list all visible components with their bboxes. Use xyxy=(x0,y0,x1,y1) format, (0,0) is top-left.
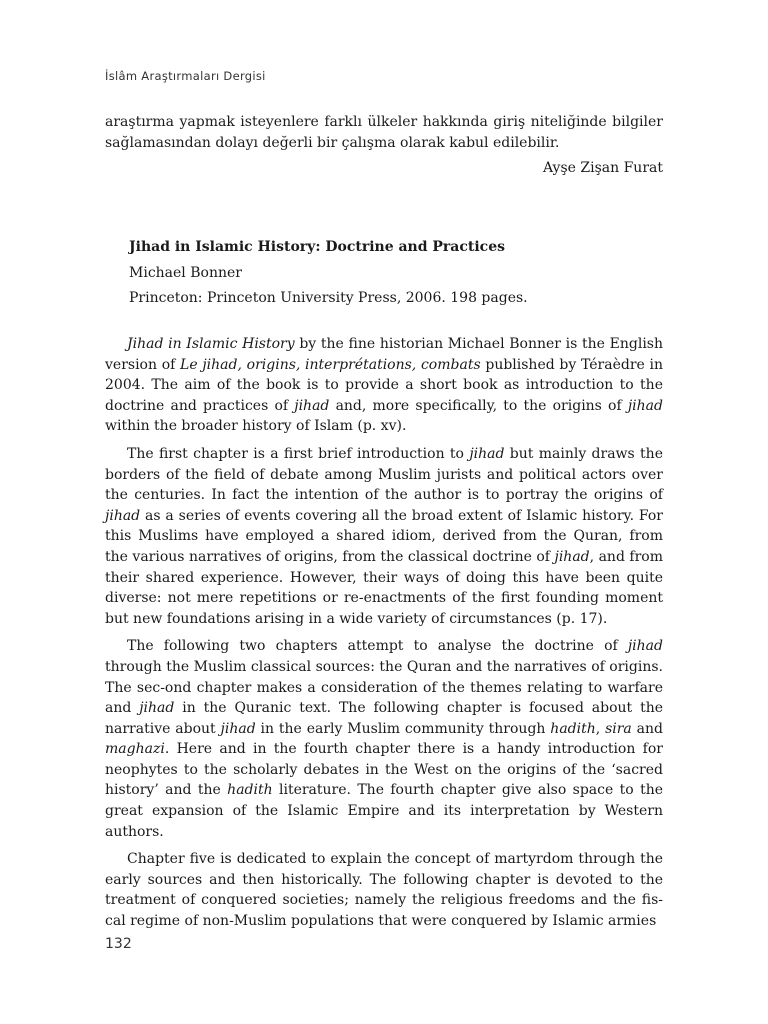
body-paragraph xyxy=(105,849,663,931)
previous-review-paragraph: araştırma yapmak isteyenlere farklı ülkeler hakkında giriş niteliğinde bilgiler sağlamasından dolayı değerli bir çalışma olarak kabul edilebilir. xyxy=(105,114,663,151)
text-run: The first chapter is a first brief introduction to xyxy=(127,445,470,462)
page-number: 132 xyxy=(105,936,132,952)
text-run: . Here and in the fourth chapter there is a handy introduction for neophytes to the scholarly debates in the West on the origins of the ‘sacred history’ and the xyxy=(105,741,663,799)
text-run: , and from their shared experience. However, their ways of doing this have been quite diverse: not mere repetitions or re-enactments of the first founding moment but new foundations arising in a wide variety of circumstances (p. 17). xyxy=(105,548,663,627)
text-run: as a series of events covering all the broad extent of Islamic history. For this Muslims have employed a shared idiom, derived from the Quran, from the various narratives of origins, from the classical doctrine of xyxy=(105,507,663,565)
text-run: in the Quranic text. The following chapter is focused about the narrative about xyxy=(105,700,663,737)
review-header xyxy=(129,235,528,312)
body-paragraph xyxy=(105,444,663,629)
book-author: Michael Bonner xyxy=(129,264,242,281)
italic-term: jihad xyxy=(105,507,141,524)
book-title: Jihad in Islamic History: Doctrine and Practices xyxy=(129,239,505,255)
italic-term: jihad xyxy=(627,638,663,655)
italic-term: jihad xyxy=(554,548,590,565)
body-paragraph xyxy=(105,636,663,842)
text-run: by the fine historian Michael Bonner is the English version of xyxy=(105,336,663,373)
text-run: Chapter five is dedicated to explain the concept of martyrdom through the early sources and then historically. The following chapter is devoted to the treatment of conquered societies; namely the religious freedoms and the fis-cal regime of non-Muslim populations that were conquered by Islamic armies xyxy=(105,851,663,930)
italic-term: maghazi xyxy=(105,741,165,758)
text-run: and, more specifically, to the origins of xyxy=(329,397,628,414)
italic-term: jihad xyxy=(220,720,256,737)
text-run: literature. The fourth chapter give also space to the great expansion of the Islamic Empire and its interpretation by Western authors. xyxy=(105,782,664,840)
text-run: The following two chapters attempt to analyse the doctrine of xyxy=(127,638,628,655)
text-run: within the broader history of Islam (p. xv). xyxy=(105,418,407,435)
italic-term: jihad xyxy=(294,397,330,414)
text-run: published by Téraèdre in 2004. The aim of the book is to provide a short book as introduction to the doctrine and practices of xyxy=(105,356,664,414)
text-run: , xyxy=(595,720,606,737)
italic-term: hadith xyxy=(550,720,596,737)
italic-term: sira xyxy=(605,720,632,737)
italic-term: jihad xyxy=(627,397,663,414)
italic-term: jihad xyxy=(469,445,505,462)
review-body xyxy=(105,334,663,939)
text-run: and xyxy=(631,720,663,737)
text-run: in the early Muslim community through xyxy=(255,720,551,737)
text-run: through the Muslim classical sources: the Quran and the narratives of origins. The sec-ond chapter makes a consideration of the themes relating to warfare and xyxy=(105,658,663,717)
text-run: but mainly draws the borders of the field of debate among Muslim jurists and political actors over the centuries. In fact the intention of the author is to portray the origins of xyxy=(105,445,663,504)
italic-term: jihad xyxy=(139,700,175,717)
italic-term: Le jihad, origins, interprétations, combats xyxy=(180,356,481,373)
reviewer-signature: Ayşe Zişan Furat xyxy=(543,160,663,176)
body-paragraph xyxy=(105,334,663,437)
italic-term: Jihad in Islamic History xyxy=(127,336,295,352)
publication-info: Princeton: Princeton University Press, 2006. 198 pages. xyxy=(129,290,528,307)
italic-term: hadith xyxy=(227,782,273,799)
running-head: İslâm Araştırmaları Dergisi xyxy=(105,69,266,83)
previous-review-text xyxy=(105,112,663,153)
